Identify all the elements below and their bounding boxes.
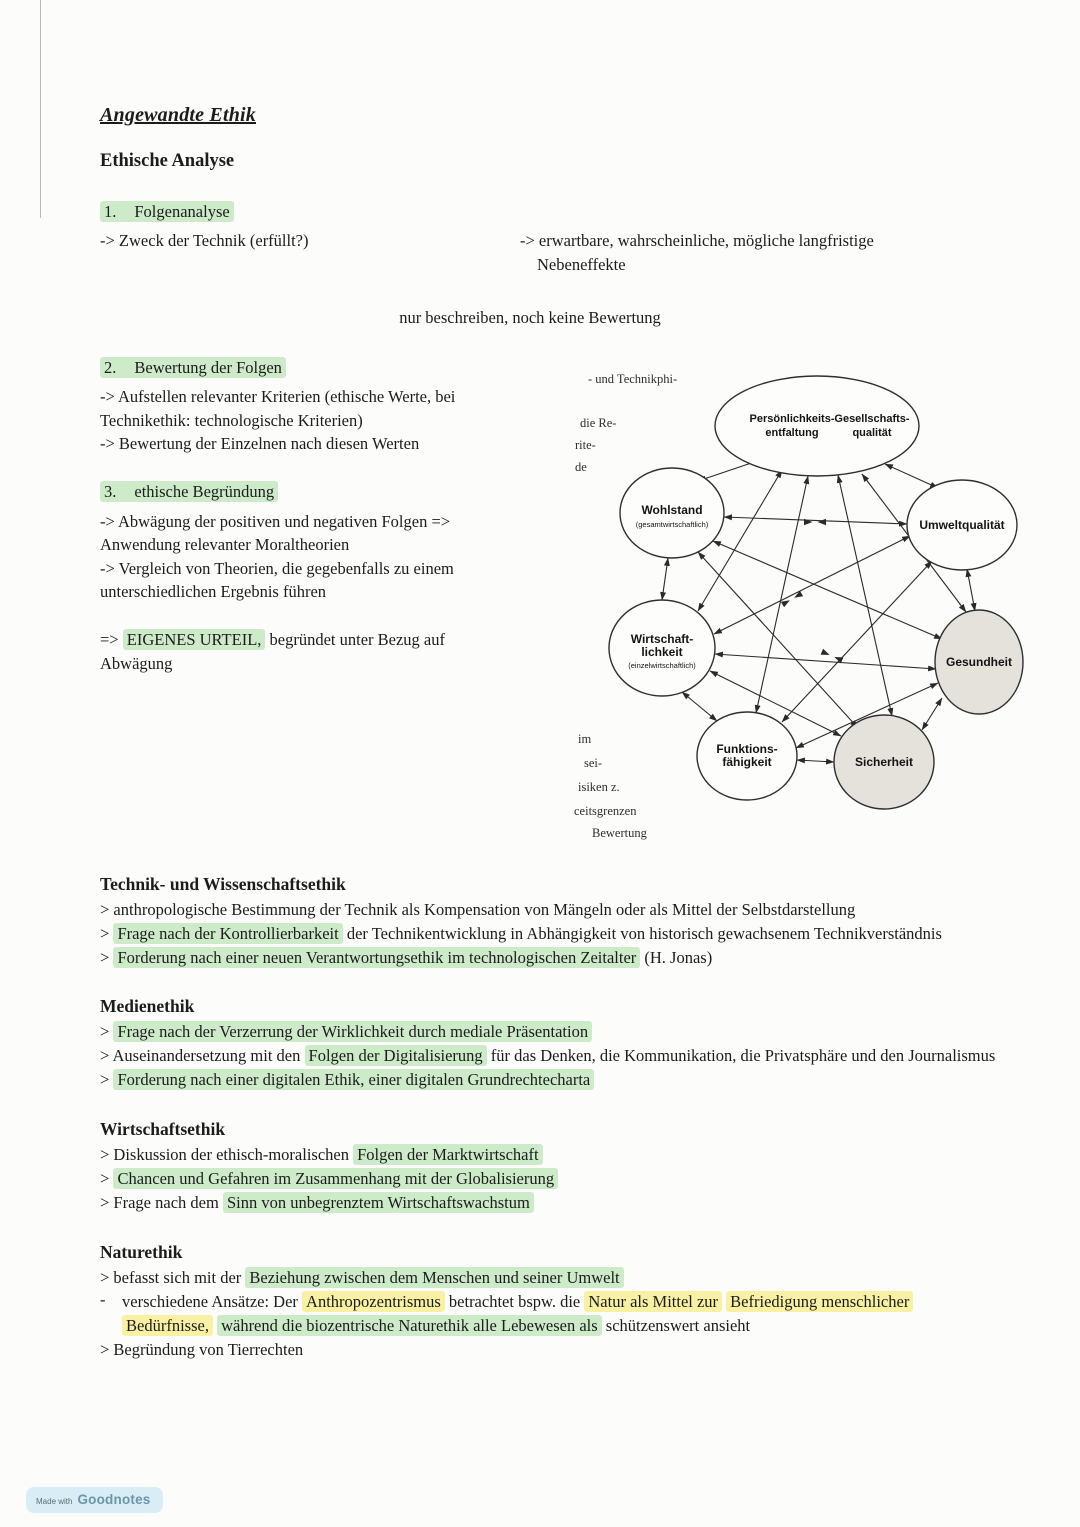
step-number: 2.	[104, 357, 117, 377]
step-3-line: Anwendung relevanter Moraltheorien	[100, 535, 350, 555]
text-segment: Forderung nach einer digitalen Ethik, einer digitalen Grundrechtecharta	[113, 1069, 594, 1090]
step-1-right-line2: Nebeneffekte	[537, 254, 626, 274]
text-segment: Frage nach der Kontrollierbarkeit	[113, 923, 342, 944]
node-persoenlichkeit-gesellschaft	[715, 376, 919, 476]
node-label: Gesundheit	[945, 654, 1013, 669]
list-item	[100, 1191, 1000, 1215]
dash-marker: -	[100, 1289, 106, 1309]
step-2-heading	[100, 356, 570, 379]
step-1-heading	[100, 200, 1035, 223]
text-segment: > Diskussion der ethisch-moralischen	[100, 1145, 354, 1165]
text-segment: >	[100, 923, 114, 943]
list-item	[100, 1044, 1000, 1068]
section-wirtschaftsethik	[100, 1119, 1000, 1215]
values-network-svg	[570, 356, 1035, 856]
scan-fragment: de	[575, 459, 587, 474]
node-label: entfaltung	[765, 426, 819, 439]
list-item	[100, 898, 1000, 922]
scan-fragment: ceitsgrenzen	[574, 803, 637, 818]
text-segment: Natur als Mittel zur	[584, 1291, 722, 1312]
node-label: Sicherheit	[854, 754, 914, 769]
page-title: Angewandte Ethik	[100, 104, 257, 126]
conclusion-prefix: =>	[100, 630, 123, 650]
page-edge-line	[40, 0, 41, 218]
section-technikethik	[100, 874, 1000, 970]
text-segment: >	[100, 1022, 114, 1042]
text-segment: Frage nach der Verzerrung der Wirklichkeit durch mediale Präsentation	[113, 1021, 592, 1042]
text-segment: Forderung nach einer neuen Verantwortungsethik im technologischen Zeitalter	[113, 947, 640, 968]
node-label: Funktions-	[716, 741, 778, 756]
text-segment: für das Denken, die Kommunikation, die Privatsphäre und den Journalismus	[486, 1046, 996, 1066]
conclusion-line1	[100, 628, 570, 651]
scan-fragment: rite-	[575, 437, 596, 452]
scan-fragment: Bewertung	[592, 825, 647, 840]
text-segment: > befasst sich mit der	[100, 1267, 246, 1287]
step-2	[100, 356, 570, 456]
text-segment: >	[100, 1169, 114, 1189]
text-segment: > Frage nach dem	[100, 1193, 223, 1213]
page-subtitle: Ethische Analyse	[100, 151, 235, 171]
step-3	[100, 480, 570, 603]
text-segment: während die biozentrische Naturethik alle Lebewesen als	[217, 1315, 602, 1336]
conclusion-rest: begründet unter Bezug auf	[265, 630, 446, 650]
list-item	[100, 1338, 1000, 1362]
section-heading: Technik- und Wissenschaftsethik	[100, 873, 346, 894]
text-segment: Befriedigung menschlicher Bedürfnisse,	[122, 1291, 913, 1336]
conclusion	[100, 628, 570, 675]
node-label: Wirtschaft-	[630, 631, 694, 646]
text-segment: Sinn von unbegrenztem Wirtschaftswachstum	[223, 1192, 534, 1213]
node-sublabel: (einzelwirtschaftlich)	[628, 660, 696, 670]
step-label: Bewertung der Folgen	[134, 357, 282, 377]
step-3-heading	[100, 480, 570, 503]
list-item	[100, 946, 1000, 970]
text-segment: Anthropozentrismus	[302, 1291, 445, 1312]
step-1	[100, 200, 1035, 330]
step-number: 3.	[104, 482, 117, 502]
section-naturethik	[100, 1242, 1000, 1362]
step-label: Folgenanalyse	[134, 202, 230, 221]
text-segment: verschiedene Ansätze: Der	[122, 1291, 303, 1311]
list-item	[100, 922, 1000, 946]
list-item	[100, 1266, 1000, 1290]
step-3-line: -> Vergleich von Theorien, die gegebenfalls zu einem	[100, 558, 454, 578]
section-heading: Naturethik	[100, 1241, 183, 1262]
text-segment: (H. Jonas)	[640, 947, 713, 967]
text-segment: betrachtet bspw. die	[444, 1291, 585, 1311]
text-segment: Beziehung zwischen dem Menschen und seiner Umwelt	[245, 1267, 623, 1288]
goodnotes-badge[interactable]	[26, 1487, 163, 1513]
step-2-line: -> Bewertung der Einzelnen nach diesen Werten	[100, 433, 420, 453]
text-segment: >	[100, 947, 114, 967]
node-label: qualität	[852, 426, 892, 439]
node-label: Persönlichkeits-	[749, 412, 835, 425]
node-sublabel: (gesamtwirtschaftlich)	[635, 519, 709, 529]
scan-fragment: isiken z.	[578, 779, 620, 794]
node-label: fähigkeit	[722, 754, 772, 769]
scan-fragment: die Re-	[580, 415, 617, 430]
made-with-label: Made with	[36, 1497, 73, 1506]
text-segment: der Technikentwicklung in Abhängigkeit von historisch gewachsenem Technikverständnis	[342, 923, 942, 943]
step-1-right-line1: -> erwartbare, wahrscheinliche, mögliche langfristige	[520, 231, 874, 251]
list-item	[100, 1167, 1000, 1191]
step-3-line: -> Abwägung der positiven und negativen Folgen =>	[100, 511, 451, 531]
scan-fragment: im	[578, 731, 592, 746]
section-medienethik	[100, 996, 1000, 1092]
text-segment: Folgen der Digitalisierung	[305, 1045, 487, 1066]
text-segment: Folgen der Marktwirtschaft	[353, 1144, 542, 1165]
node-label: lichkeit	[641, 644, 683, 659]
scan-fragment: sei-	[584, 755, 603, 770]
conclusion-highlight: EIGENES URTEIL,	[123, 629, 266, 650]
step-1-right-text	[520, 229, 1035, 276]
text-segment: schützenswert ansieht	[601, 1315, 751, 1335]
conflict-arrow-marks	[781, 518, 844, 662]
text-segment: Chancen und Gefahren im Zusammenhang mit der Globalisierung	[113, 1168, 558, 1189]
section-heading: Medienethik	[100, 996, 195, 1017]
node-label: Umweltqualität	[919, 517, 1005, 532]
list-item	[100, 1143, 1000, 1167]
text-segment: > anthropologische Bestimmung der Technik als Kompensation von Mängeln oder als Mittel der Selbstdarstellung	[100, 899, 856, 919]
scan-fragment: - und Technikphi-	[588, 371, 678, 386]
step-number: 1.	[104, 202, 117, 221]
text-segment: > Auseinandersetzung mit den	[100, 1046, 305, 1066]
list-item	[100, 1290, 1000, 1338]
section-heading: Wirtschaftsethik	[100, 1119, 226, 1140]
list-item	[100, 1068, 1000, 1092]
list-item	[100, 1020, 1000, 1044]
step-1-note: nur beschreiben, noch keine Bewertung	[399, 308, 661, 328]
step-1-left-text: -> Zweck der Technik (erfüllt?)	[100, 231, 309, 251]
step-3-line: unterschiedlichen Ergebnis führen	[100, 582, 327, 602]
text-segment: > Begründung von Tierrechten	[100, 1339, 304, 1359]
values-diagram	[570, 356, 1035, 856]
ethics-sections	[100, 874, 1000, 1362]
step-label: ethische Begründung	[134, 482, 275, 502]
text-segment: >	[100, 1070, 114, 1090]
step-2-line: Technikethik: technologische Kriterien)	[100, 410, 363, 430]
node-label: Wohlstand	[641, 502, 703, 517]
conclusion-line2: Abwägung	[100, 653, 173, 673]
node-label: Gesellschafts-	[834, 412, 910, 425]
step-2-line: -> Aufstellen relevanter Kriterien (ethische Werte, bei	[100, 387, 456, 407]
goodnotes-logo: Goodnotes	[77, 1492, 151, 1507]
